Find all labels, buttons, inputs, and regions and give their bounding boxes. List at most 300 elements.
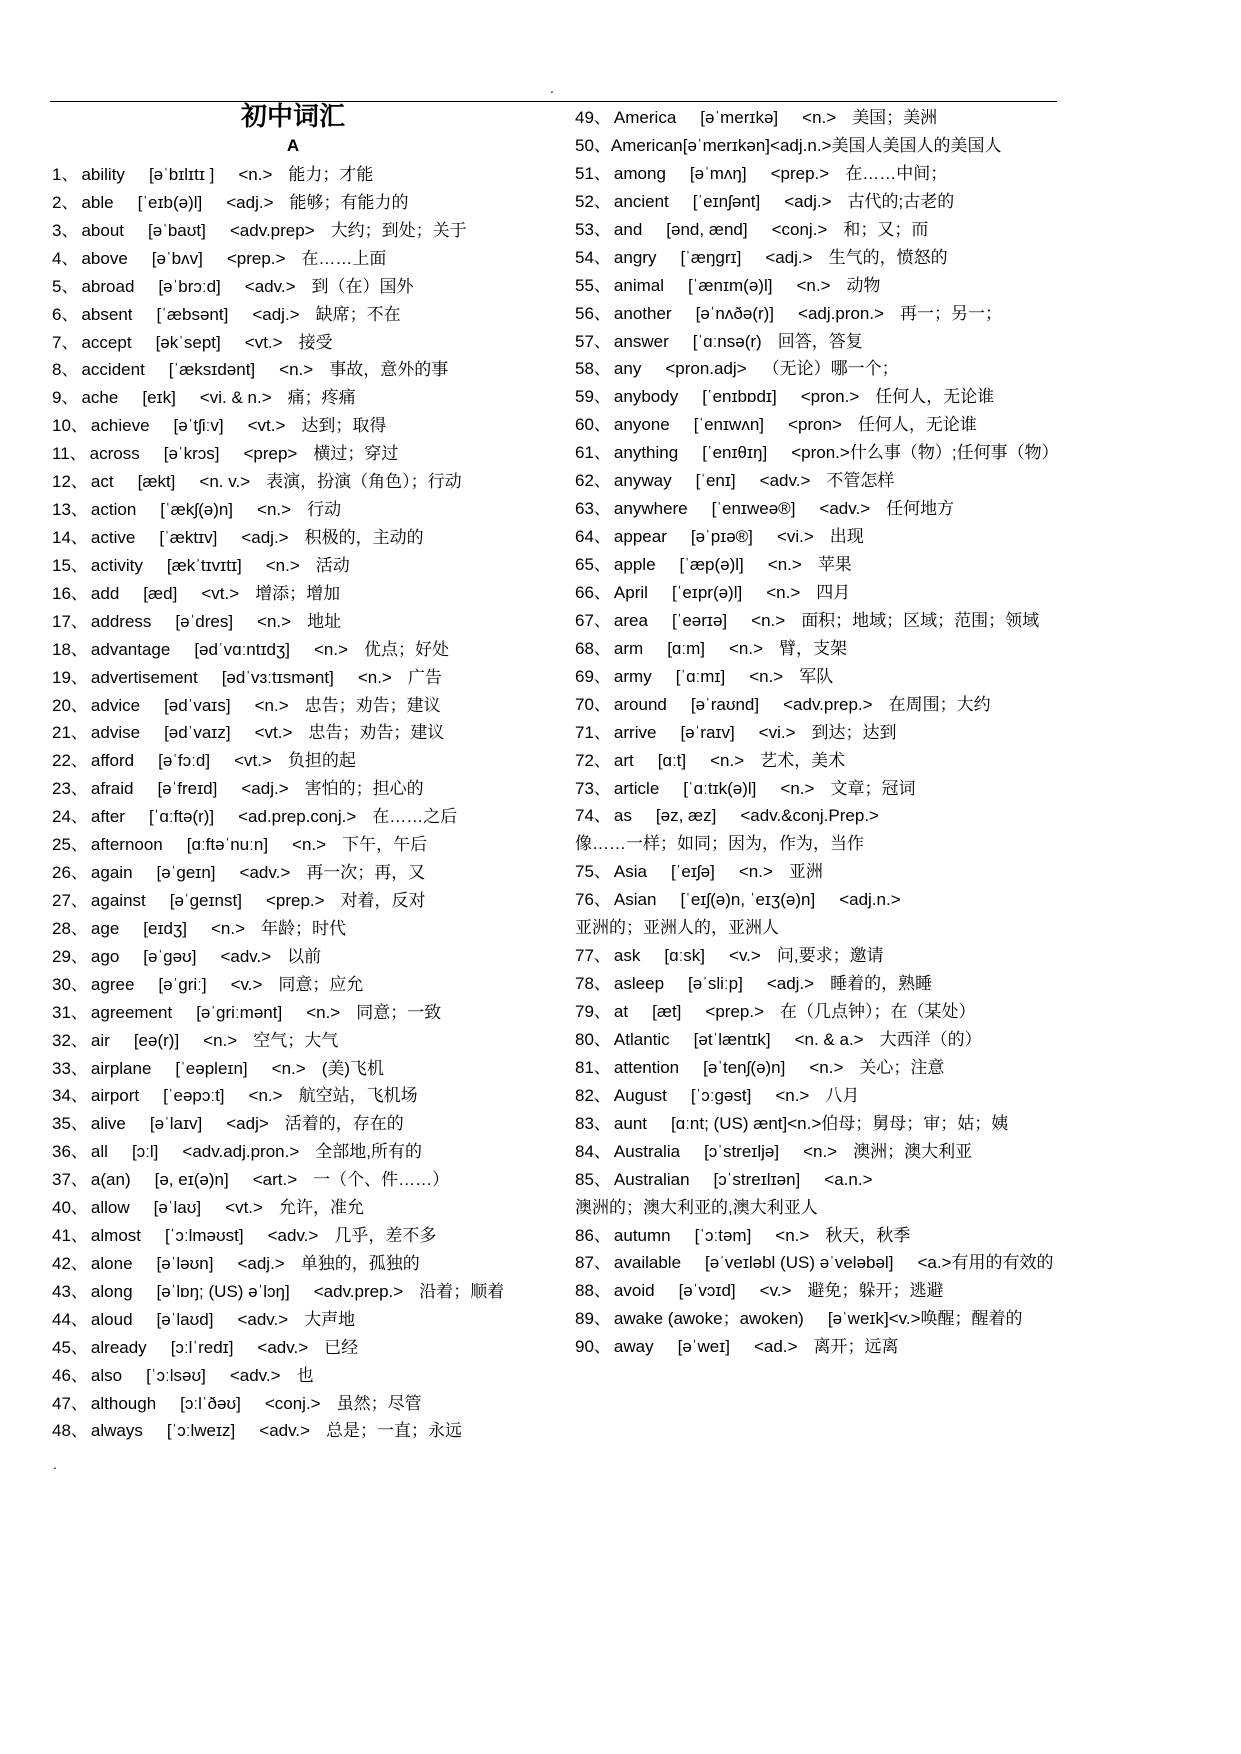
entry-meaning: 活动	[315, 555, 350, 575]
entry-pos: <adv.prep.>	[313, 1281, 404, 1301]
entry-number: 85、	[575, 1169, 611, 1189]
vocab-entry	[575, 1249, 1205, 1277]
entry-word: accept	[81, 332, 132, 352]
entry-word: available	[613, 1253, 682, 1273]
vocab-entry	[52, 329, 557, 357]
entry-number: 80、	[575, 1029, 611, 1049]
entry-pos: <n.>	[203, 1030, 238, 1050]
entry-meaning: 积极的，主动的	[304, 527, 424, 547]
entry-meaning: 军队	[799, 666, 834, 686]
entry-meaning: 亚洲	[788, 862, 823, 882]
entry-phonetic: [ə, eɪ(ə)n]	[154, 1170, 229, 1190]
entry-meaning: 负担的起	[287, 751, 356, 771]
entry-word: action	[90, 500, 137, 520]
entry-number: 18、	[52, 639, 88, 659]
entry-meaning: 回答，答复	[777, 331, 863, 351]
entry-pos: <art.>	[252, 1170, 298, 1190]
entry-pos: <adv.>	[759, 471, 811, 491]
entry-word: agree	[90, 974, 135, 994]
entry-word: attention	[613, 1057, 680, 1077]
entry-phonetic: [əˈfreɪd]	[157, 779, 218, 799]
vocab-entry	[52, 1417, 557, 1445]
entry-phonetic: [əˈfɔːd]	[158, 751, 211, 771]
entry-meaning: 对着，反对	[340, 890, 426, 910]
entry-pos: <n.>	[729, 638, 764, 658]
vocab-entry	[52, 803, 557, 831]
entry-phonetic: [æt]	[652, 1002, 682, 1021]
entry-word: agreement	[90, 1002, 173, 1022]
entry-number: 7、	[52, 332, 79, 352]
vocab-entry	[575, 104, 1205, 132]
entry-phonetic: [əˈmerɪkən]	[682, 135, 771, 155]
entry-word: apple	[613, 555, 656, 574]
entry-phonetic: [ədˈvaɪs]	[164, 695, 231, 715]
vocab-entry	[52, 1055, 557, 1083]
entry-phonetic: [əˈveɪləbl (US) əˈveləbəl]	[705, 1253, 894, 1273]
entry-phonetic: [ɔˈstreɪlɪən]	[713, 1169, 801, 1189]
entry-phonetic: [ˈeɪʃə]	[671, 862, 715, 882]
entry-phonetic: [əˈkrɔs]	[163, 444, 220, 464]
entry-pos: <n.>	[803, 1141, 838, 1161]
vocab-entry	[575, 579, 1205, 607]
entry-phonetic: [ˈɔːtəm]	[694, 1225, 752, 1245]
entry-word: address	[90, 611, 152, 631]
entry-number: 77、	[575, 946, 611, 966]
entry-meaning: 再一；另一；	[900, 303, 1003, 323]
vocab-entry	[575, 1026, 1205, 1054]
entry-meaning: 关心；注意	[859, 1057, 945, 1077]
entry-pos: <adj.>	[784, 191, 832, 211]
vocab-entry	[575, 747, 1205, 775]
entry-pos: <n.>	[248, 1086, 283, 1106]
vocab-entry	[52, 887, 557, 915]
entry-pos: <vt.>	[247, 416, 286, 436]
entry-meaning: 事故，意外的事	[329, 360, 449, 380]
entry-word: absent	[81, 304, 133, 324]
entry-number: 72、	[575, 750, 611, 770]
entry-meaning: 八月	[825, 1085, 860, 1105]
vocab-entry	[575, 942, 1205, 970]
entry-number: 84、	[575, 1141, 611, 1161]
entry-meaning: 避免；躲开；逃避	[807, 1281, 944, 1301]
entry-number: 90、	[575, 1337, 611, 1357]
entry-meaning: 苹果	[817, 555, 852, 574]
entry-number: 67、	[575, 610, 611, 630]
entry-word: article	[613, 778, 660, 798]
vocab-entry	[52, 1278, 557, 1306]
entry-number: 46、	[52, 1365, 88, 1385]
entry-pos: <n. & a.>	[794, 1029, 864, 1049]
vocab-entry	[52, 1362, 557, 1390]
entry-meaning: 痛；疼痛	[287, 388, 356, 408]
entry-number: 5、	[52, 276, 79, 296]
entry-meaning: 臂，支架	[779, 638, 848, 658]
entry-number: 62、	[575, 471, 611, 491]
entry-number: 17、	[52, 611, 88, 631]
entry-number: 68、	[575, 638, 611, 658]
entry-word: August	[613, 1085, 667, 1105]
entry-word: afternoon	[90, 835, 163, 855]
entry-word: anyone	[613, 415, 670, 435]
entry-phonetic: [əˈraɪv]	[680, 722, 735, 742]
entry-word: avoid	[613, 1281, 655, 1301]
entry-pos: <adv.>	[220, 946, 272, 966]
entry-pos: <adv.prep.>	[783, 694, 873, 714]
entry-number: 10、	[52, 416, 88, 436]
entry-phonetic: [ɑːm]	[667, 638, 705, 658]
entry-word: at	[613, 1002, 629, 1021]
entry-number: 55、	[575, 275, 611, 295]
entry-word: army	[613, 666, 652, 686]
entry-pos: <adj.pron.>	[798, 303, 885, 323]
entry-pos: <v.>	[759, 1281, 792, 1301]
entry-meaning: 面积；地域；区域；范围；领域	[801, 610, 1040, 630]
entry-number: 69、	[575, 666, 611, 686]
entry-phonetic: [ˈɑːtɪk(ə)l]	[683, 778, 757, 798]
vocab-entry	[52, 608, 557, 636]
vocab-entry	[575, 1054, 1205, 1082]
entry-meaning: 不管怎样	[826, 471, 895, 491]
entry-pos: <vt.>	[201, 583, 240, 603]
entry-pos: <n.>	[292, 835, 327, 855]
entry-word: a(an)	[90, 1170, 131, 1190]
entry-number: 71、	[575, 722, 611, 742]
entry-phonetic: [ˈæŋɡrɪ]	[680, 247, 742, 267]
entry-meaning: 大约；到处；关于	[330, 220, 467, 240]
entry-pos: <n.>	[767, 555, 802, 574]
entry-word: ache	[81, 388, 119, 408]
entry-meaning: 也	[296, 1365, 314, 1385]
vocab-entry	[575, 1082, 1205, 1110]
entry-number: 48、	[52, 1421, 88, 1441]
entry-phonetic: [ˈenɪweə®]	[711, 499, 796, 519]
vocab-entry	[575, 495, 1205, 523]
entry-meaning: 能够；有能力的	[289, 192, 409, 212]
vocab-entry	[575, 300, 1205, 328]
entry-phonetic: [əˈsliːp]	[688, 974, 743, 994]
entry-word: activity	[90, 555, 143, 575]
entry-meaning: 动物	[846, 275, 881, 295]
entry-word: already	[90, 1337, 147, 1357]
vocab-entry	[52, 496, 557, 524]
entry-meaning: 唤醒；醒着的	[920, 1309, 1023, 1329]
vocab-entry	[575, 132, 1205, 160]
vocab-entry	[575, 272, 1205, 300]
entry-number: 29、	[52, 946, 88, 966]
entry-number: 1、	[52, 165, 79, 184]
entry-word: after	[90, 807, 125, 827]
entry-phonetic: [ˈɑːmɪ]	[675, 666, 726, 686]
entry-number: 42、	[52, 1253, 88, 1273]
entry-pos: <prep>	[243, 444, 298, 464]
entry-number: 2、	[52, 192, 79, 212]
entry-pos: <n.>	[710, 750, 745, 770]
entry-number: 30、	[52, 974, 88, 994]
entry-meaning: 害怕的；担心的	[304, 779, 424, 799]
vocab-entry	[575, 1305, 1205, 1333]
entry-pos: <adj.>	[241, 779, 289, 799]
entry-number: 40、	[52, 1198, 88, 1218]
entry-word: appear	[613, 527, 667, 547]
entry-number: 73、	[575, 778, 611, 798]
vocab-entry	[52, 664, 557, 692]
entry-pos: <adv.adj.pron.>	[182, 1142, 300, 1162]
entry-number: 64、	[575, 527, 611, 547]
vocab-entry	[52, 1110, 557, 1138]
entry-pos: <adv.>	[819, 499, 871, 519]
entry-meaning: 有用的有效的	[951, 1253, 1054, 1273]
entry-meaning: （无论）哪一个；	[762, 359, 899, 379]
entry-word: act	[90, 472, 114, 492]
entry-meaning: 伯母；舅母；审；姑；姨	[821, 1113, 1009, 1133]
entry-number: 65、	[575, 555, 611, 574]
vocab-entry	[52, 412, 557, 440]
entry-pos: <v.>	[729, 946, 761, 966]
entry-pos: <n.>	[257, 611, 292, 631]
entry-meaning: 接受	[298, 332, 333, 352]
entry-word: as	[613, 806, 632, 826]
entry-number: 58、	[575, 359, 611, 379]
vocab-entry	[52, 217, 557, 245]
entry-phonetic: [əˈraʊnd]	[690, 694, 760, 714]
entry-pos: <adv.>	[259, 1421, 311, 1441]
entry-meaning: 缺席；不在	[315, 304, 401, 324]
entry-phonetic: [ˈɑːnsə(r)	[692, 331, 762, 351]
entry-pos: <pron>	[788, 415, 842, 435]
entry-meaning: 增添；增加	[255, 583, 341, 603]
entry-number: 57、	[575, 331, 611, 351]
entry-number: 22、	[52, 751, 88, 771]
entry-meaning: 生气的，愤怒的	[828, 247, 948, 267]
entry-pos: <a.>	[917, 1253, 952, 1273]
entry-number: 66、	[575, 582, 611, 602]
entry-meaning: 澳洲的；澳大利亚的,澳大利亚人	[575, 1197, 818, 1217]
entry-meaning: 一（个、件……）	[313, 1170, 450, 1190]
entry-word: American	[610, 135, 683, 155]
left-column-entries	[52, 161, 557, 1445]
vocab-entry	[52, 1306, 557, 1334]
entry-word: anywhere	[613, 499, 688, 519]
entry-number: 43、	[52, 1281, 88, 1301]
entry-phonetic: [ˈeɪpr(ə)l]	[671, 582, 743, 602]
entry-meaning: 达到；取得	[301, 416, 387, 436]
vocab-entry	[575, 1333, 1205, 1361]
entry-word: ability	[81, 165, 125, 184]
entry-number: 24、	[52, 807, 88, 827]
entry-number: 75、	[575, 862, 611, 882]
vocab-entry	[575, 244, 1205, 272]
vocab-entry	[575, 635, 1205, 663]
vocab-entry	[575, 998, 1205, 1026]
entry-number: 76、	[575, 890, 611, 910]
entry-pos: <n.>	[738, 862, 773, 882]
entry-phonetic: [əkˈsept]	[155, 332, 221, 352]
entry-phonetic: [əˈlaʊd]	[156, 1309, 214, 1329]
entry-word: ago	[90, 946, 120, 966]
entry-phonetic: [əˈbɪlɪtɪ ]	[148, 165, 215, 184]
entry-pos: <vi. & n.>	[199, 388, 272, 408]
entry-phonetic: [ədˈvɑːntɪdʒ]	[194, 639, 290, 659]
vocab-entry	[575, 411, 1205, 439]
entry-word: against	[90, 890, 146, 910]
entry-number: 60、	[575, 415, 611, 435]
entry-pos: <adj>	[226, 1114, 269, 1134]
entry-phonetic: [ˈɔːlsəʊ]	[146, 1365, 206, 1385]
entry-number: 12、	[52, 472, 88, 492]
entry-number: 88、	[575, 1281, 611, 1301]
entry-word: anybody	[613, 387, 679, 407]
entry-meaning: 已经	[324, 1337, 359, 1357]
entry-word: any	[613, 359, 642, 379]
entry-number: 81、	[575, 1057, 611, 1077]
entry-pos: <n.>	[313, 639, 349, 659]
entry-phonetic: [əˈɡriːmənt]	[196, 1002, 283, 1022]
entry-pos: <n.>	[780, 778, 815, 798]
entry-pos: <n.>	[766, 582, 801, 602]
entry-word: afford	[90, 751, 135, 771]
entry-word: active	[90, 527, 136, 547]
vocab-entry	[575, 160, 1205, 188]
entry-meaning: 文章；冠词	[830, 778, 916, 798]
entry-meaning: 到（在）国外	[311, 276, 414, 296]
vocab-entry	[52, 440, 557, 468]
vocab-entry	[52, 1027, 557, 1055]
entry-pos: <ad.prep.conj.>	[238, 807, 357, 827]
vocab-entry	[52, 943, 557, 971]
entry-meaning: 允许，准允	[278, 1198, 364, 1218]
entry-number: 49、	[575, 108, 611, 127]
entry-number: 20、	[52, 695, 88, 715]
entry-meaning: 广告	[407, 667, 442, 687]
entry-phonetic: [əˈlaʊ]	[153, 1198, 202, 1218]
vocab-entry	[575, 1166, 1205, 1194]
entry-meaning: 横过；穿过	[313, 444, 399, 464]
entry-pos: <n.>	[751, 610, 786, 630]
entry-word: across	[89, 444, 140, 464]
entry-pos: <n.>	[802, 108, 837, 127]
vocab-entry	[52, 161, 557, 189]
entry-phonetic: [ˈenɪθɪŋ]	[702, 443, 768, 463]
entry-number: 47、	[52, 1393, 88, 1413]
entry-word: almost	[90, 1226, 141, 1246]
vocab-entry	[575, 858, 1205, 886]
vocab-entry	[52, 775, 557, 803]
entry-meaning: 空气；大气	[253, 1030, 339, 1050]
entry-meaning: 行动	[307, 500, 342, 520]
entry-pos: <n.>	[775, 1085, 810, 1105]
entry-number: 59、	[575, 387, 611, 407]
entry-meaning: 单独的，孤独的	[300, 1253, 420, 1273]
entry-word: answer	[613, 331, 669, 351]
vocab-entry	[52, 999, 557, 1027]
entry-pos: <n.>	[775, 1225, 810, 1245]
entry-number: 8、	[52, 360, 79, 380]
entry-pos: <n.>	[238, 165, 273, 184]
entry-meaning: 在周围；大约	[888, 694, 991, 714]
entry-number: 83、	[575, 1113, 611, 1133]
entry-phonetic: [ˈeɪb(ə)l]	[137, 192, 203, 212]
entry-pos: <vt.>	[254, 723, 293, 743]
entry-meaning: 秋天，秋季	[825, 1225, 911, 1245]
entry-pos: <n.>	[265, 555, 300, 575]
entry-phonetic: [ɑːftəˈnuːn]	[186, 835, 269, 855]
entry-phonetic: [ˈɔːɡəst]	[690, 1085, 752, 1105]
entry-phonetic: [ˈeərɪə]	[671, 610, 728, 630]
entry-word: another	[613, 303, 672, 323]
entry-pos: <n.>	[796, 275, 831, 295]
vocab-entry	[575, 523, 1205, 551]
vocab-entry	[52, 524, 557, 552]
entry-meaning: 几乎，差不多	[334, 1226, 437, 1246]
entry-number: 15、	[52, 555, 88, 575]
entry-phonetic: [ˈækʃ(ə)n]	[160, 500, 234, 520]
entry-meaning: 以前	[287, 946, 322, 966]
entry-meaning: 什么事（物）;任何事（物）	[849, 443, 1059, 463]
entry-word: arm	[613, 638, 644, 658]
entry-meaning: 年龄；时代	[261, 918, 347, 938]
entry-pos: <ad.>	[753, 1337, 798, 1357]
entry-pos: <prep.>	[705, 1002, 765, 1021]
entry-word: although	[90, 1393, 157, 1413]
entry-number: 3、	[52, 220, 79, 240]
entry-number: 21、	[52, 723, 88, 743]
entry-pos: <n.>	[306, 1002, 341, 1022]
entry-pos: <vt.>	[244, 332, 283, 352]
entry-word: aunt	[613, 1113, 648, 1133]
entry-word: alone	[90, 1253, 133, 1273]
vocab-entry	[52, 273, 557, 301]
entry-meaning: 活着的，存在的	[284, 1114, 404, 1134]
entry-pos: <prep.>	[770, 163, 830, 183]
entry-word: always	[90, 1421, 143, 1441]
entry-phonetic: [əˈbrɔːd]	[158, 276, 221, 296]
entry-word: ancient	[613, 191, 669, 211]
entry-pos: <n.>	[809, 1057, 844, 1077]
entry-phonetic: [əˈpɪə®]	[690, 527, 753, 547]
entry-word: aloud	[90, 1309, 133, 1329]
entry-meaning: 忠告；劝告；建议	[308, 723, 445, 743]
vocab-entry	[52, 384, 557, 412]
vocab-entry	[52, 1222, 557, 1250]
entry-number: 14、	[52, 527, 88, 547]
vocab-entry	[575, 467, 1205, 495]
entry-word: age	[90, 918, 120, 938]
vocab-entry	[575, 551, 1205, 579]
entry-phonetic: [ˈænɪm(ə)l]	[688, 275, 773, 295]
entry-word: above	[81, 248, 128, 268]
entry-phonetic: [ˈɔːlməʊst]	[165, 1226, 244, 1246]
entry-meaning: 古代的;古老的	[847, 191, 955, 211]
entry-phonetic: [ətˈlæntɪk]	[693, 1029, 771, 1049]
right-column-entries	[575, 104, 1205, 1361]
entry-phonetic: [ˈɔːlweɪz]	[166, 1421, 236, 1441]
entry-word: anything	[613, 443, 679, 463]
entry-word: anyway	[613, 471, 672, 491]
entry-phonetic: [əˈbaʊt]	[148, 220, 206, 240]
entry-word: advice	[90, 695, 141, 715]
entry-number: 28、	[52, 918, 88, 938]
entry-word: advertisement	[90, 667, 198, 687]
entry-meaning: 在……之后	[372, 807, 458, 827]
vocab-entry	[52, 1334, 557, 1362]
vocab-entry	[52, 1194, 557, 1222]
vocab-entry	[52, 1138, 557, 1166]
entry-word: and	[613, 219, 643, 239]
entry-phonetic: [ɔːl]	[131, 1142, 159, 1162]
entry-number: 34、	[52, 1086, 88, 1106]
entry-meaning: 亚洲的；亚洲人的，亚洲人	[575, 918, 779, 938]
entry-pos: <adj.>	[766, 974, 815, 994]
